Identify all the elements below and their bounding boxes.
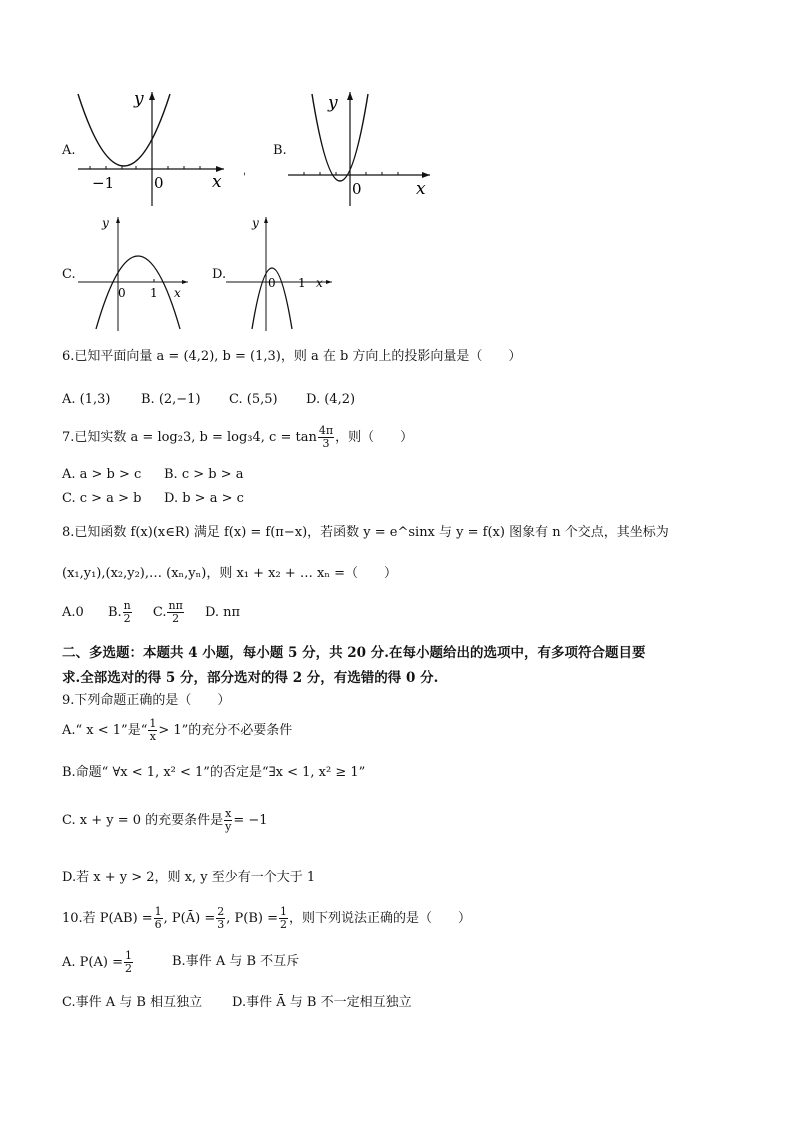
graph-d-label: D.: [212, 267, 227, 282]
q6-stem: 6.已知平面向量 a = (4,2), b = (1,3)，则 a 在 b 方向上的投影向量是（ ）: [62, 349, 522, 364]
q7-stem: [62, 425, 413, 450]
q7-frac-num: 4π: [318, 424, 334, 437]
q10-a-den: 2: [124, 962, 132, 975]
graph-d: [224, 213, 344, 333]
graph-c: [76, 213, 196, 333]
q10-p2: , P(Ā) =: [163, 911, 216, 926]
graph-b-y-label: y: [328, 93, 338, 113]
q8-option-d: D. nπ: [204, 605, 241, 620]
q10-f2-num: 2: [217, 905, 225, 918]
graph-d-x-label: x: [316, 276, 323, 290]
q7-option-d: D. b > a > c: [164, 491, 244, 506]
q10-stem: [62, 906, 471, 931]
q9-option-c: [62, 808, 268, 833]
q10-f3-num: 1: [279, 905, 287, 918]
q9-a-frac: [148, 718, 157, 743]
q8-option-b-num: n: [123, 599, 131, 612]
q8-option-a: A.0: [62, 605, 84, 620]
q10-option-d: D.事件 Ā 与 B 不一定相互独立: [232, 995, 412, 1010]
q10-frac1: [154, 906, 163, 931]
q9-option-d: D.若 x + y > 2，则 x, y 至少有一个大于 1: [62, 870, 316, 885]
q10-f1-num: 1: [154, 905, 162, 918]
graph-a-x-label: x: [212, 172, 222, 192]
q10-f2-den: 3: [217, 918, 225, 931]
q10-f3-den: 2: [279, 918, 287, 931]
graph-c-y-label: y: [102, 216, 109, 230]
q7-option-c: C. c > a > b: [62, 491, 142, 506]
q6-option-b: B. (2,−1): [141, 392, 201, 407]
q8-line1: 8.已知函数 f(x)(x∈R) 满足 f(x) = f(π−x)，若函数 y = e^sinx 与 y = f(x) 图象有 n 个交点，其坐标为: [62, 525, 669, 540]
q10-option-b: B.事件 A 与 B 不互斥: [172, 954, 300, 969]
q9-c-num: x: [225, 807, 232, 820]
q10-p4: ，则下列说法正确的是（ ）: [288, 911, 471, 926]
q8-option-b-frac: [123, 600, 132, 625]
graph-a: [74, 88, 234, 208]
graph-d-y-label: y: [252, 216, 259, 230]
graph-a-origin: 0: [154, 174, 164, 192]
q9-c-den: y: [225, 820, 232, 833]
q8-option-b-prefix: B.: [107, 605, 122, 620]
graph-b-x-label: x: [416, 179, 426, 199]
q10-a-frac: [124, 950, 133, 975]
q8-option-c-frac: [167, 600, 183, 625]
graph-b-origin: 0: [352, 180, 362, 198]
q7-stem-suffix: ，则（ ）: [335, 430, 414, 445]
q10-option-a: [62, 950, 134, 975]
q10-p1: 10.若 P(AB) =: [62, 911, 153, 926]
q6-option-a: A. (1,3): [62, 392, 111, 407]
q8-options: [62, 600, 240, 625]
graph-c-x-label: x: [174, 286, 181, 300]
q8-option-c-prefix: C.: [152, 605, 167, 620]
graph-a-tick: −1: [92, 174, 115, 192]
q10-option-c: C.事件 A 与 B 相互独立: [62, 995, 203, 1010]
graph-d-tick: 1: [298, 276, 306, 290]
q7-stem-prefix: 7.已知实数 a = log₂3, b = log₃4, c = tan: [62, 430, 317, 445]
q8-option-c-num: nπ: [168, 599, 183, 612]
q9-c-frac: [224, 808, 232, 833]
graph-c-origin: 0: [118, 286, 126, 300]
q9-option-a: [62, 718, 292, 743]
q7-fraction: [318, 425, 334, 450]
q6-option-d: D. (4,2): [306, 392, 356, 407]
q10-a-prefix: A. P(A) =: [62, 955, 123, 970]
q8-line2: (x₁,y₁),(x₂,y₂),… (xₙ,yₙ)，则 x₁ + x₂ + … xₙ =（ ）: [62, 566, 397, 581]
q7-option-b: B. c > b > a: [164, 467, 244, 482]
graph-c-tick: 1: [150, 286, 158, 300]
q7-option-a: A. a > b > c: [62, 467, 142, 482]
q10-frac3: [279, 906, 288, 931]
q10-f1-den: 6: [154, 918, 162, 931]
graph-a-y-label: y: [134, 89, 144, 109]
q9-a-suffix: > 1”的充分不必要条件: [158, 723, 293, 738]
section2-line1: 二、多选题：本题共 4 小题，每小题 5 分，共 20 分.在每小题给出的选项中，有多项符合题目要: [62, 645, 646, 661]
graph-b: [286, 88, 436, 208]
q9-c-suffix: = −1: [233, 813, 268, 828]
q9-a-den: x: [149, 730, 156, 743]
graph-b-label: B.: [273, 143, 287, 158]
graph-d-origin: 0: [268, 276, 276, 290]
q9-stem: 9.下列命题正确的是（ ）: [62, 693, 231, 708]
graph-c-label: C.: [62, 267, 76, 282]
q9-c-prefix: C. x + y = 0 的充要条件是: [62, 813, 224, 828]
q10-frac2: [216, 906, 225, 931]
q7-frac-den: 3: [322, 437, 330, 450]
q10-p3: , P(B) =: [226, 911, 278, 926]
q8-option-c-den: 2: [172, 612, 180, 625]
q9-a-prefix: A.“ x < 1”是“: [62, 723, 148, 738]
q8-option-b-den: 2: [123, 612, 131, 625]
q6-option-c: C. (5,5): [229, 392, 278, 407]
q9-option-b: B.命题“ ∀x < 1, x² < 1”的否定是“∃x < 1, x² ≥ 1”: [62, 765, 366, 780]
q9-a-num: 1: [149, 717, 157, 730]
graph-a-label: A.: [62, 143, 76, 158]
section2-line2: 求.全部选对的得 5 分，部分选对的得 2 分，有选错的得 0 分.: [62, 670, 439, 686]
q10-a-num: 1: [124, 949, 132, 962]
